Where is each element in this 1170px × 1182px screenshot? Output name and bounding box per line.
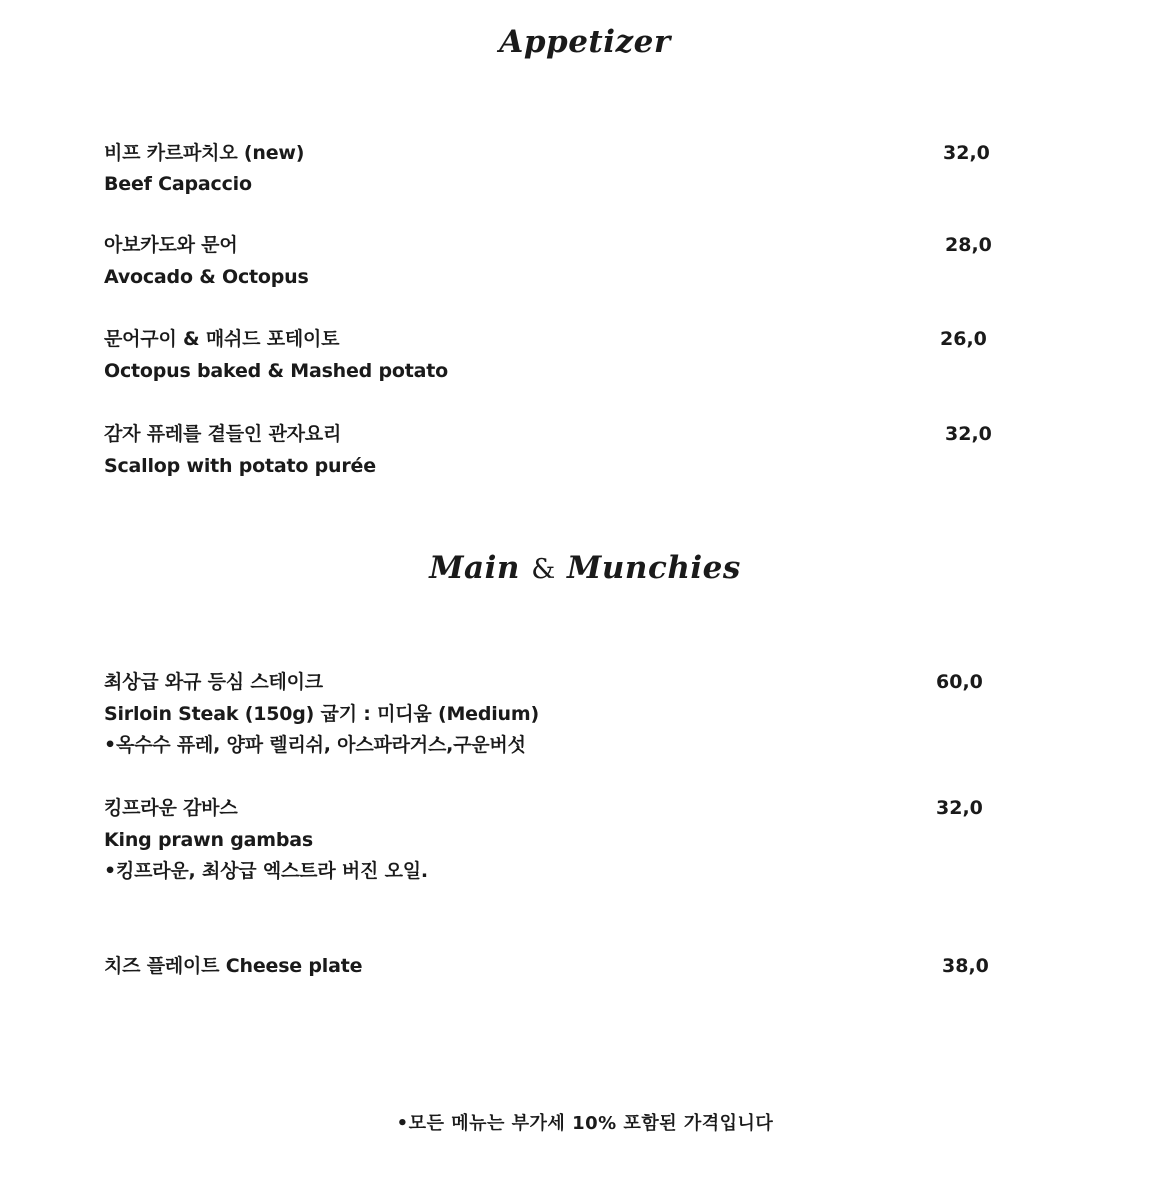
item-name-ko: 문어구이 & 매쉬드 포테이토 xyxy=(104,328,340,350)
item-name-ko: 최상급 와규 등심 스테이크 xyxy=(104,671,323,693)
item-name-ko: 아보카도와 문어 xyxy=(104,234,238,256)
item-name-ko: 비프 카르파치오 (new) xyxy=(104,142,305,164)
item-name-en: Scallop with potato purée xyxy=(104,455,376,477)
item-name-en: Avocado & Octopus xyxy=(104,266,309,288)
main-title-part2: Munchies xyxy=(567,550,741,586)
main-title xyxy=(0,550,1170,586)
item-price: 32,0 xyxy=(945,423,992,445)
item-price: 60,0 xyxy=(936,671,983,693)
main-title-amp: & xyxy=(531,554,556,585)
item-name-en: Beef Capaccio xyxy=(104,173,252,195)
item-price: 26,0 xyxy=(940,328,987,350)
vat-note: •모든 메뉴는 부가세 10% 포함된 가격입니다 xyxy=(396,1113,774,1134)
item-name: 치즈 플레이트 Cheese plate xyxy=(104,955,363,977)
item-price: 28,0 xyxy=(945,234,992,256)
item-price: 32,0 xyxy=(936,797,983,819)
appetizer-title: Appetizer xyxy=(499,24,671,60)
item-name-en: Sirloin Steak (150g) 굽기 : 미디움 (Medium) xyxy=(104,703,539,725)
item-note: •옥수수 퓨레, 양파 렐리쉬, 아스파라거스,구운버섯 xyxy=(104,734,526,756)
item-price: 32,0 xyxy=(943,142,990,164)
main-title-part1: Main xyxy=(429,550,520,586)
item-note: •킹프라운, 최상급 엑스트라 버진 오일. xyxy=(104,860,428,882)
item-price: 38,0 xyxy=(942,955,989,977)
item-name-ko: 킹프라운 감바스 xyxy=(104,797,238,819)
item-name-en: King prawn gambas xyxy=(104,829,314,851)
item-name-ko: 감자 퓨레를 곁들인 관자요리 xyxy=(104,423,342,445)
item-name-en: Octopus baked & Mashed potato xyxy=(104,360,448,382)
